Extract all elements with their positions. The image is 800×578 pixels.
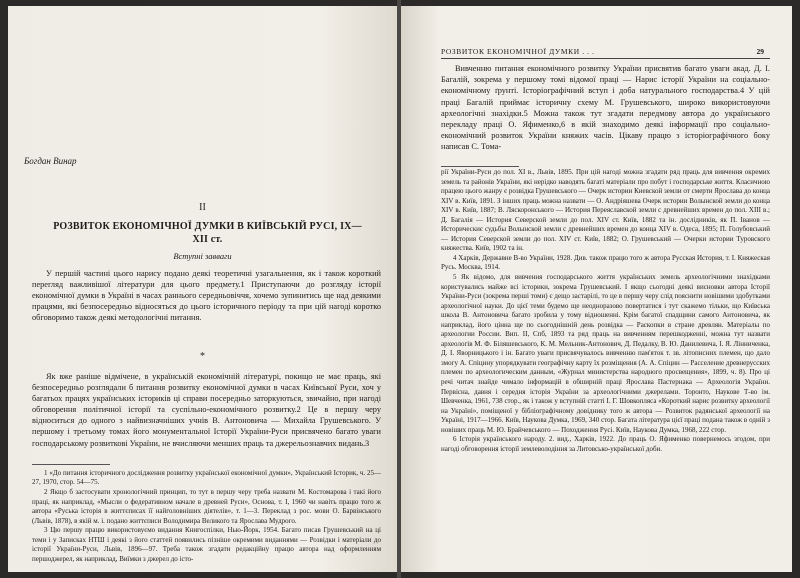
right-page	[401, 6, 792, 572]
section-subheading: Вступні завваги	[173, 251, 232, 261]
intro-paragraph: У першій частині цього нарису подано деякі теоретичні узагальнення, як і також короткий перегляд важливішої літератури для цього предмету.1 Приступаючи до розгляду історії економічної думки в Україні в часах раннього середньовіччя, хочемо зупинитись ще над деякими працями, які безпосередньо відносяться до цього історичного періоду та при цій нагоді коротко обговоримо також деякі методологічні питання.	[32, 269, 381, 323]
header-rule	[441, 58, 770, 59]
author-name: Богдан Винар	[24, 156, 77, 166]
body-paragraph: Вивченню питання економічного розвитку України присвятив багато уваги акад. Д. І. Багалій, зокрема у першому томі відомої праці — Нарис історії України на соціально-економічному ґрунті. Історіографічний вступ і доба натурального господарства.4 У цій праці Багалій приймає історичну схему М. Грушевського, широко використовуючи археологічні знахідки.5 Можна також тут згадати передмову автора до українського перекладу праці О. Яфименко,6 в якій знаходимо деякі інформації про соціально-економічний розвиток України княжих часів. Цікаву працю з історіографічного боку написав С. Тома-	[441, 64, 770, 152]
footnote-3: 3 Цю першу працю використовуємо видання Книгоспілки, Нью-Йорк, 1954. Багато писав Грушевський на ці теми і у Записках НТШ і деякі з його статтей появились пізніше окремими виданнями — Розвідки і матеріали до історії України-Руси, Львів, 1896—97. Треба також згадати редакційну працю автора над оформленням першоджерел, як наприклад, Виїмки з джерел до істо-	[32, 526, 381, 563]
page-number: 29	[756, 47, 764, 56]
footnotes-right	[441, 168, 770, 454]
footnote-6: 6 Історія українського народу. 2. вид., Харків, 1922. До праць О. Яфименко повернемось згодом, при нагоді обговорення історії землеволодіння за Литовсько-української доби.	[441, 435, 770, 453]
footnote-5: 5 Як відомо, для вивчення господарського життя українських земель археологічними знахідками користувались майже всі історики, зокрема Грушевський. І якщо сьогодні деякі висновки автора Історії України-Руси (зокрема перші томи) є дещо застарілі, то це в першу черу слід пояснити новішими здобутками археологічної науки. До цієї теми будемо ще неодноразово повертатися і тут скажемо тільки, що Київська школа В. Антоновича багато зробила у тому відношенні. Крім багатої спадщини самого Антоновича, як наприклад, його цінна ще по сьогоднішній день розвідка — Раскопки в стране древлян. Матеріалы по археологии России. Вип. II, Спб, 1893 та ряд праць на вивченням перешкодженні, можна тут назвати археологів М. Ф. Біляшевського, К. М. Мельник-Антонович, Д. Педалку, В. Ю. Данилевича, І. Я. Лінниченка, Д. І. Яворницького і ін. Багато уваги присвячувалось вивченню пам'яток т. зв. літописних племен, що дало змогу А. Спіцину упорядкувати географічну карту їх розміщення (А. А. Спіцин — Расселение древнерусских племен по археологическим данным, «Журнал министерства народного просвещения», 1899, ч. 8). Про ці речі читач знайде чимало інформацій в обширній праці Ярослава Пастернака — Археологія України. Первісна, давня і середня історія України за археологічними джерелами. Торонто, Наукове Т-во ім. Шевченка, 1961, 738 стор., як і також у вступній статті І. Г. Шовкопляса «Короткий нарис розвитку археології на Україні», поміщеної у бібліографічному довіднику того ж автора — Розвиток радянської археології на Україні, 1917—1966. Київ, Наукова Думка, 1969, 340 стор. Багата література цієї праці подана також в одній з новіших праць М. Ю. Брайчевського — Походження Русі. Київ, Наукова Думка, 1968, 222 стор.	[441, 273, 770, 434]
footnote-2: 2 Якщо б застосувати хронологічний принцип, то тут в першу черу треба назвати М. Костомарова і такі його праці, як наприклад, «Мысли о федеративном начале в древней Руси», Основа, т. I, 1960 чи навіть працю того ж автора «Руська історія в життєписах її найголовніших діятелів», т. 1—3. Переклад з рос. мови О. Барвінського (Львів, 1878), в якій м. і. подано життєписи Володимира Великого та Ярослава Мудрого.	[32, 488, 381, 525]
footnote-rule	[441, 166, 519, 167]
section-divider: *	[200, 351, 205, 362]
chapter-number: II	[199, 202, 206, 213]
left-page	[8, 6, 397, 572]
body-paragraph: Як вже раніше відмічене, в українській економічній літературі, покищо не має праць, які безпосередньо розглядали б питання розвитку економічної думки в часах Київської Руси, хоч у багатьох працях українських істориків ці справи посередньо заторкуються, звичайно, при нагоді обговорення політичної історії та суспільно-економічного розвитку.2 Це в першу черу відноситься до одного з найвизначніших учнів В. Антоновича — Михайла Грушевського. У першому і третьому томах його монументальної Історії України-Руси присвячено багато уваги господарському розвиткові України, не вчисляючи менших праць та джерельознавчих видань.3	[32, 372, 381, 448]
footnotes-left	[32, 469, 381, 565]
footnote-3-continued: рії України-Руси до пол. XI в., Львів, 1895. При цій нагоді можна згадати ряд праць для вивчення окремих земель та районів України, які нерідко наводять багаті матеріали про побут і господарське життя. Класичною працею цього жанру є розвідка Грушевського — Очерк истории Киевской земли от смерти Ярослава до конца XIV в. Київ, 1891. З інших праць можна назвати — О. Андріяшева Очерк истории Волынской земли до конца XIV в. Київ, 1887; В. Ляскоронського — История Переяславской земли с древнейших времен до пол. XIII в.; Д. Багалія — История Северской земли до пол. XIV ст. Київ, 1882 та ін. дослідників, як П. Іванов — Историческиє судьбы Волынской земли с древнейших времен до конца XIV в. Одеса, 1895; П. Голубовський — История Северской земли до пол. XIV ст. Київ, 1882; О. Грушевський — Очерки истории Туровского княжества. Київ, 1902 та ін.	[441, 168, 770, 253]
running-head: РОЗВИТОК ЕКОНОМІЧНОЇ ДУМКИ . . .	[441, 47, 595, 56]
footnote-rule	[32, 464, 110, 465]
footnote-4: 4 Харків, Державне В-во України, 1928. Див. також працю того ж автора Русская История, т. I. Княжеская Русь. Москва, 1914.	[441, 253, 770, 272]
chapter-title: РОЗВИТОК ЕКОНОМІЧНОЇ ДУМКИ В КИЇВСЬКІЙ РУСІ, IX—XII ст.	[53, 221, 362, 245]
footnote-1: 1 «До питання історичного дослідження розвитку української економічної думки», Український Історик, ч. 25—27, 1970, стор. 54—75.	[32, 469, 381, 487]
